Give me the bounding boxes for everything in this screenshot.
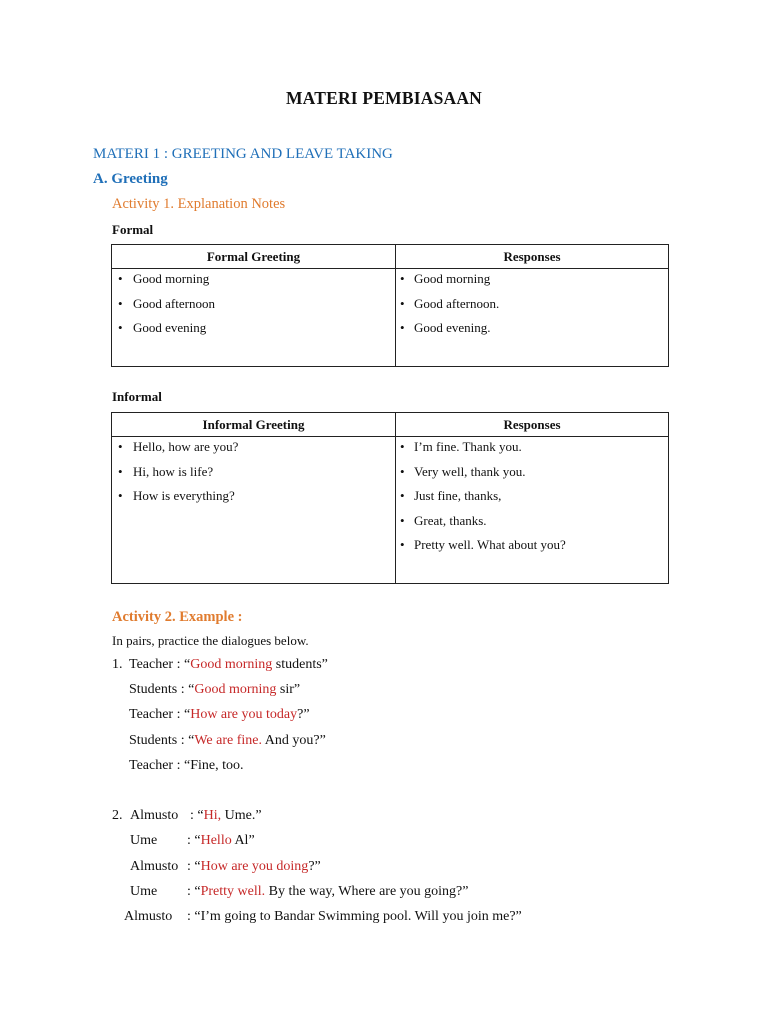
dialogue-line: Students : “Good morning sir” <box>129 682 301 697</box>
dialogue-line: : “Hi, Ume.” <box>190 808 262 823</box>
dialogue-speaker: Almusto <box>130 808 179 823</box>
informal-greeting-table <box>111 412 669 584</box>
list-item: • Just fine, thanks, <box>396 487 668 512</box>
dialogue-line: : “How are you doing?” <box>187 859 321 874</box>
dialogue-line: : “I’m going to Bandar Swimming pool. Will you join me?” <box>187 909 522 924</box>
informal-responses-cell <box>396 437 669 584</box>
formal-label: Formal <box>112 222 154 237</box>
list-item: • Good morning <box>396 270 668 295</box>
materi-heading: MATERI 1 : GREETING AND LEAVE TAKING <box>93 146 393 162</box>
list-item: • Good afternoon. <box>396 295 668 320</box>
dialogue-line: : “Pretty well. By the way, Where are you going?” <box>187 884 469 899</box>
table-header: Informal Greeting <box>112 413 396 437</box>
dialogue-speaker: Almusto <box>130 859 179 874</box>
dialogue-line: Teacher : “Fine, too. <box>129 758 244 773</box>
list-item: • How is everything? <box>112 487 395 512</box>
list-item: • Good evening. <box>396 319 668 344</box>
dialogue1-number: 1. <box>112 657 123 672</box>
dialogue2-number: 2. <box>112 808 123 823</box>
list-item: • Pretty well. What about you? <box>396 536 668 561</box>
dialogue-speaker: Ume <box>130 884 158 899</box>
list-item: • Great, thanks. <box>396 512 668 537</box>
dialogue-speaker: Ume <box>130 833 158 848</box>
table-header: Formal Greeting <box>112 245 396 269</box>
list-item: • I’m fine. Thank you. <box>396 438 668 463</box>
activity2-heading: Activity 2. Example : <box>112 609 243 625</box>
list-item: • Hi, how is life? <box>112 463 395 488</box>
activity1-heading: Activity 1. Explanation Notes <box>112 196 286 212</box>
dialogue-line: Teacher : “How are you today?” <box>129 707 310 722</box>
list-item: • Hello, how are you? <box>112 438 395 463</box>
list-item: • Good evening <box>112 319 395 344</box>
dialogue-line: : “Hello Al” <box>187 833 255 848</box>
formal-greeting-table <box>111 244 669 367</box>
section-a-heading: A. Greeting <box>93 171 168 187</box>
informal-greetings-cell <box>112 437 396 584</box>
list-item: • Very well, thank you. <box>396 463 668 488</box>
page-title: MATERI PEMBIASAAN <box>285 88 483 108</box>
formal-responses-cell <box>396 269 669 367</box>
dialogue-speaker: Almusto <box>124 909 173 924</box>
list-item: • Good morning <box>112 270 395 295</box>
dialogue-line: Students : “We are fine. And you?” <box>129 733 326 748</box>
table-header: Responses <box>396 245 669 269</box>
informal-label: Informal <box>112 389 162 404</box>
dialogue-line: Teacher : “Good morning students” <box>129 657 328 672</box>
table-header: Responses <box>396 413 669 437</box>
formal-greetings-cell <box>112 269 396 367</box>
instruction-text: In pairs, practice the dialogues below. <box>112 633 309 648</box>
list-item: • Good afternoon <box>112 295 395 320</box>
